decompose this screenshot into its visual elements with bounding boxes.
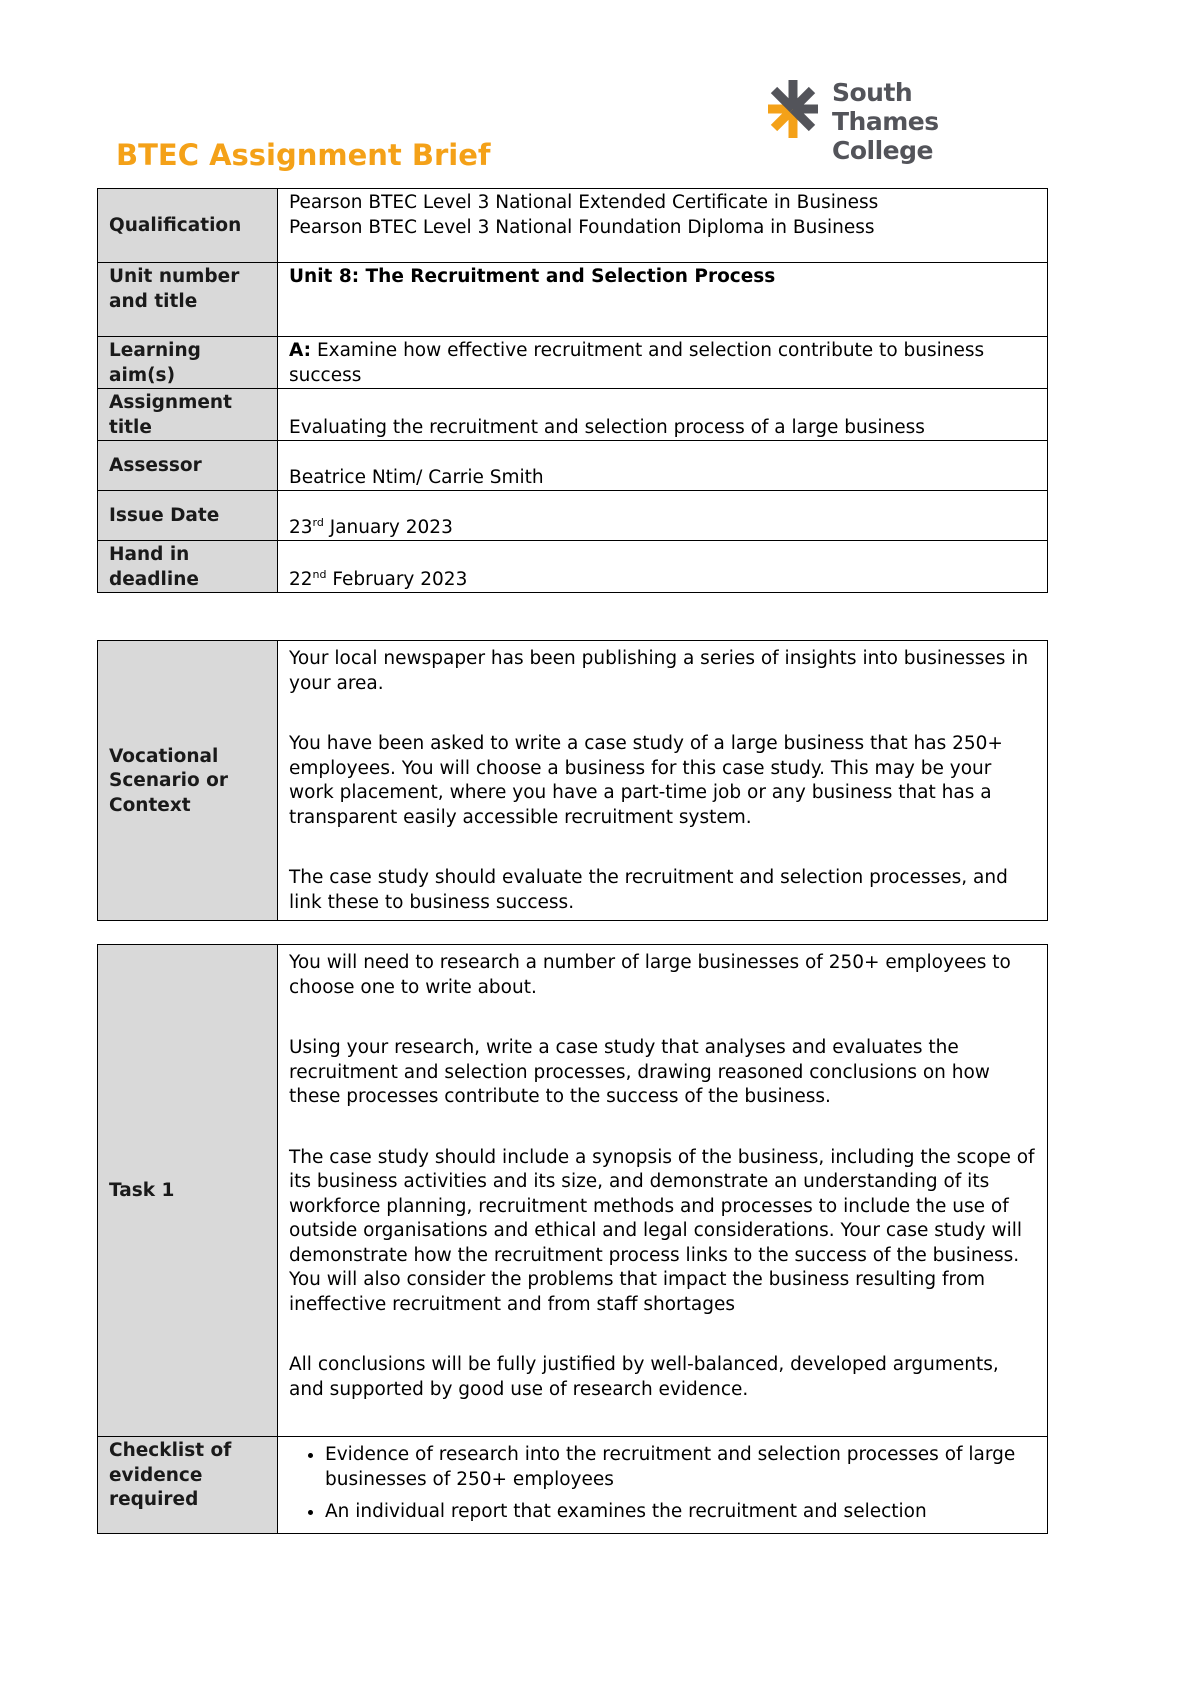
unit-row	[98, 263, 1048, 337]
deadline-suffix: nd	[312, 567, 327, 581]
task-table	[97, 944, 1048, 1534]
qualification-value	[278, 189, 1048, 263]
unit-label: Unit number and title	[98, 263, 278, 337]
assessor-value: Beatrice Ntim/ Carrie Smith	[278, 441, 1048, 491]
scenario-paragraph-2: You have been asked to write a case study of a large business that has 250+ employees. You will choose a business for this case study. This may be your work placement, where you have a part-time job or any business that has a transparent easily accessible recruitment system.	[289, 733, 1003, 828]
issue-date-label: Issue Date	[98, 491, 278, 541]
scenario-row	[98, 641, 1048, 921]
issue-date-rest: January 2023	[323, 516, 453, 538]
qualification-label: Qualification	[98, 189, 278, 263]
learning-aim-label: Learning aim(s)	[98, 337, 278, 389]
learning-aim-prefix: A:	[289, 340, 312, 361]
deadline-rest: February 2023	[326, 568, 468, 590]
learning-aim-text: Examine how effective recruitment and selection contribute to business success	[289, 340, 985, 386]
assessor-row	[98, 441, 1048, 491]
assignment-title-label: Assignment title	[98, 389, 278, 441]
qualification-row	[98, 189, 1048, 263]
college-logo-mark-icon	[760, 76, 826, 142]
scenario-paragraph-1: Your local newspaper has been publishing a series of insights into businesses in your area.	[289, 648, 1029, 694]
issue-date-row	[98, 491, 1048, 541]
task-paragraph-2: Using your research, write a case study that analyses and evaluates the recruitment and selection processes, drawing reasoned conclusions on how these processes contribute to the success of the business.	[289, 1037, 990, 1107]
assignment-title-row	[98, 389, 1048, 441]
scenario-paragraph-3: The case study should evaluate the recruitment and selection processes, and link these to business success.	[289, 867, 1008, 913]
deadline-row	[98, 541, 1048, 593]
details-table	[97, 188, 1048, 593]
task-label: Task 1	[98, 945, 278, 1437]
assignment-title-value: Evaluating the recruitment and selection process of a large business	[278, 389, 1048, 441]
checklist-label: Checklist of evidence required	[98, 1437, 278, 1534]
checklist-item: • An individual report that examines the recruitment and selection	[325, 1500, 1039, 1525]
deadline-value	[278, 541, 1048, 593]
college-name-line1: South Thames	[832, 78, 939, 136]
task-paragraph-3: The case study should include a synopsis of the business, including the scope of its business activities and its size, and demonstrate an understanding of its workforce planning, recruitment methods and processes to include the use of outside organisations and ethical and legal considerations. Your case study will demonstrate how the recruitment process links to the success of the business. You will also consider the problems that impact the business resulting from ineffective recruitment and from staff shortages	[289, 1146, 1035, 1315]
learning-aim-value	[278, 337, 1048, 389]
assessor-label: Assessor	[98, 441, 278, 491]
deadline-label: Hand in deadline	[98, 541, 278, 593]
college-logo	[760, 76, 1020, 165]
scenario-label: Vocational Scenario or Context	[98, 641, 278, 921]
scenario-text	[278, 641, 1048, 921]
issue-date-day: 23	[289, 516, 313, 538]
qualification-line1: Pearson BTEC Level 3 National Extended Certificate in Business	[289, 192, 879, 213]
unit-value: Unit 8: The Recruitment and Selection Process	[278, 263, 1048, 337]
task-row	[98, 945, 1048, 1437]
checklist-row	[98, 1437, 1048, 1534]
issue-date-value	[278, 491, 1048, 541]
scenario-table	[97, 640, 1048, 921]
task-text	[278, 945, 1048, 1437]
task-paragraph-1: You will need to research a number of large businesses of 250+ employees to choose one to write about.	[289, 952, 1011, 998]
checklist-items	[278, 1437, 1048, 1534]
checklist-item: • Evidence of research into the recruitment and selection processes of large businesses of 250+ employees	[325, 1443, 1039, 1492]
issue-date-suffix: rd	[312, 515, 324, 529]
checklist-list	[289, 1443, 1039, 1525]
deadline-day: 22	[289, 568, 313, 590]
learning-aim-row	[98, 337, 1048, 389]
college-name	[832, 78, 1020, 165]
college-name-line2: College	[832, 136, 933, 165]
task-paragraph-4: All conclusions will be fully justified by well-balanced, developed arguments, and supported by good use of research evidence.	[289, 1354, 999, 1400]
page-title: BTEC Assignment Brief	[116, 138, 491, 172]
qualification-line2: Pearson BTEC Level 3 National Foundation Diploma in Business	[289, 216, 875, 238]
